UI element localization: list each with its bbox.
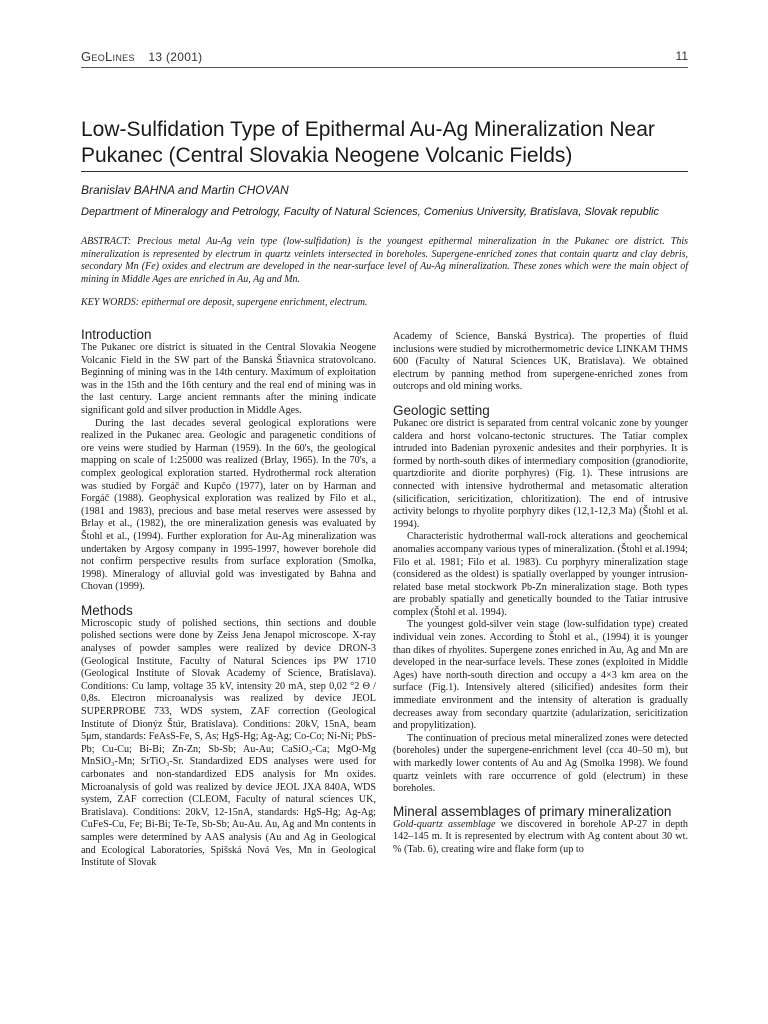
header-rule bbox=[81, 67, 688, 68]
methods-paragraph-1-continued: Academy of Science, Banská Bystrica). The properties of fluid inclusions were studied by microthermometric device LINKAM THMS 600 (Faculty of Natural Sciences UK, Bratislava). We obtained electrum by panning method from supergene-enriched zones from outcrops and old mining works. bbox=[393, 331, 688, 393]
section-heading-methods: Methods bbox=[81, 602, 133, 618]
affiliation: Department of Mineralogy and Petrology, Faculty of Natural Sciences, Comenius University, Bratislava, Slovak republic bbox=[81, 206, 659, 218]
geologic-paragraph-1: Pukanec ore district is separated from central volcanic zone by younger caldera and horst volcano-tectonic structures. The Tatiar complex intruded into Badenian pyroxenic andesites and their porphyries. It is formed by north-south dikes of intermediary composition (granodiorite, quartzdiorite and diorite porphyres) (Fig. 1). These intrusions are connected with intensive hydrothermal and metasomatic alteration (silicification, sericitization, chloritization). The end of intrusive activity belongs to rhyolite porphyry dikes (12,1-12,3 Ma) (Štohl et al. 1994). bbox=[393, 417, 688, 530]
section-heading-geologic-setting: Geologic setting bbox=[393, 402, 490, 418]
keywords: KEY WORDS: epithermal ore deposit, supergene enrichment, electrum. bbox=[81, 297, 368, 308]
page-number: 11 bbox=[675, 49, 688, 63]
title-rule bbox=[81, 171, 688, 172]
geologic-paragraph-2: Characteristic hydrothermal wall-rock alterations and geochemical anomalies accompany various types of mineralization. (Štohl et al.1994; Filo et al. 1981; Filo et al. 1983). Cu porphyry mineralization stage (considered as the oldest) is spatially overlapped by younger intrusion-related base metal stockwork Pb-Zn mineralization stage. Both types are probably spatially and genetically bounded to the Tatiar intrusive complex (Štohl et al. 1994). bbox=[393, 531, 688, 618]
abstract: ABSTRACT: Precious metal Au-Ag vein type (low-sulfidation) is the youngest epithermal mineralization in the Pukanec ore district. This mineralization is represented by electrum in quartz veinlets intersected in boreholes. Supergene-enriched zones that contain quartz and clay debris, secondary Mn (Fe) oxides and electrum are developed in the near-surface level of Au-Ag mineralization. These zones which were the main object of mining in Middle Ages are enriched in Au, Ag and Mn. bbox=[81, 236, 688, 286]
journal-issue: 13 (2001) bbox=[148, 50, 203, 64]
assemblage-name: Gold-quartz assemblage bbox=[393, 818, 496, 830]
mineral-paragraph-1 bbox=[393, 819, 688, 857]
methods-paragraph-1: Microscopic study of polished sections, thin sections and double polished sections were done by Zeiss Jena Jenapol microscope. X-ray analyses of powder samples were realized by device DRON-3 (Geological Institute, Faculty of Natural Sciences ips PW 1710 (Geological Institute of Slovak Academy of Science, Bratislava). Conditions: Cu lamp, voltage 35 kV, intensity 20 mA, step 0,02 °2 Θ / 0,8s. Electron microanalysis was realized by device JEOL SUPERPROBE 733, WDS system, ZAF correction (Geological Institute of Dionýz Štúr, Bratislava). Conditions: 20kV, 15nA, beam 5μm, standards: FeAsS-Fe, S, As; HgS-Hg; Ag-Ag; Co-Co; Ni-Ni; PbS-Pb; Cu-Cu; Bi-Bi; Zn-Zn; Sb-Sb; Au-Au; CaSiO₃-Ca; MgO-Mg MnSiO₃-Mn; SrTiO₃-Sr. Standardized EDS analyses were used for carbonates and non-standardized EDS analysis for Mn oxides. Microanalysis of gold was realized by device JEOL JXA 840A, WDS system, ZAF correction (CLEOM, Faculty of natural sciences UK, Bratislava). Conditions: 20kV, 12-15nA, standards: HgS-Hg; Ag-Ag; CuFeS-Cu, Fe; Bi-Bi; Te-Te, Sb-Sb; Au-Au. Au, Ag and Mn contents in samples were determined by AAS analysis (Au and Ag in Geological and Ecological Laboratories, Spišská Nová Ves, Mn in Geological Institute of Slovak bbox=[81, 617, 376, 869]
geologic-paragraph-3: The youngest gold-silver vein stage (low-sulfidation type) created individual vein zones. According to Štohl et al., (1994) it is younger than dikes of rhyolites. Supergene zones enriched in Au, Ag and Mn are developed in the near-surface levels. These zones (exploited in Middle Ages) have north-south direction and occupy a 4×3 km area on the surface (Fig.1). Intensively altered (silicified) andesites form their immediate environment and the intensity of alteration is gradually decreases away from secondary quartzite (adularization, sericitization and propylitization). bbox=[393, 619, 688, 732]
left-column bbox=[81, 328, 376, 870]
introduction-paragraph-1: The Pukanec ore district is situated in the Central Slovakia Neogene Volcanic Field in the SW part of the Banská Štiavnica stratovolcano. Beginning of mining was in the 14th century. Maximum of exploitation was in the 15th and the 16th century and the real end of mining was in the last century. Large ancient remnants after the mining indicate significant gold and silver production in Middle Ages. bbox=[81, 342, 376, 416]
mineral-paragraph-text: we discovered in borehole AP-27 in depth 142–145 m. It is represented by electrum with Ag content about 30 wt. % (Tab. 6), creating wire and flake form (up to bbox=[393, 818, 688, 855]
section-heading-introduction: Introduction bbox=[81, 327, 152, 342]
geologic-paragraph-4: The continuation of precious metal mineralized zones were detected (boreholes) under the supergene-enrichment level (cca 40–50 m), but with markedly lower contents of Au and Ag (Smolka 1998). We found quartz veinlets with rare occurrence of gold (electrum) in these boreholes. bbox=[393, 732, 688, 795]
running-header bbox=[81, 49, 202, 64]
right-column bbox=[393, 331, 688, 857]
introduction-paragraph-2: During the last decades several geological explorations were realized in the Pukanec area. Geologic and paragenetic conditions of ore veins were studied by Harman (1959). In the 60's, the geological mapping on scale of 1:25000 was realized (Brlay, 1965). In the 70's, a complex geological exploration started. Hydrothermal rock alteration was studied by Forgáč and Kupčo (1977), later on by Harman and Forgáč (1988). Geophysical exploration was realized by Filo et al., (1981 and 1983), precious and base metal reserves were assessed by Brlay et al., (1982), the ore mineralization genesis was evaluated by Štohl et al., (1994). Further exploration for Au-Ag mineralization was undertaken by Argosy company in 1995-1997, however borehole did not confirm perspective results from surface exploration (Smolka, 1998). Mineralogy of alluvial gold was investigated by Bahna and Chovan (1999). bbox=[81, 417, 376, 593]
journal-name: GeoLines bbox=[81, 49, 135, 64]
authors: Branislav BAHNA and Martin CHOVAN bbox=[81, 183, 289, 197]
section-heading-mineral-assemblages: Mineral assemblages of primary mineralization bbox=[393, 803, 672, 819]
article-title: Low-Sulfidation Type of Epithermal Au-Ag Mineralization Near Pukanec (Central Slovakia Neogene Volcanic Fields) bbox=[81, 118, 655, 167]
